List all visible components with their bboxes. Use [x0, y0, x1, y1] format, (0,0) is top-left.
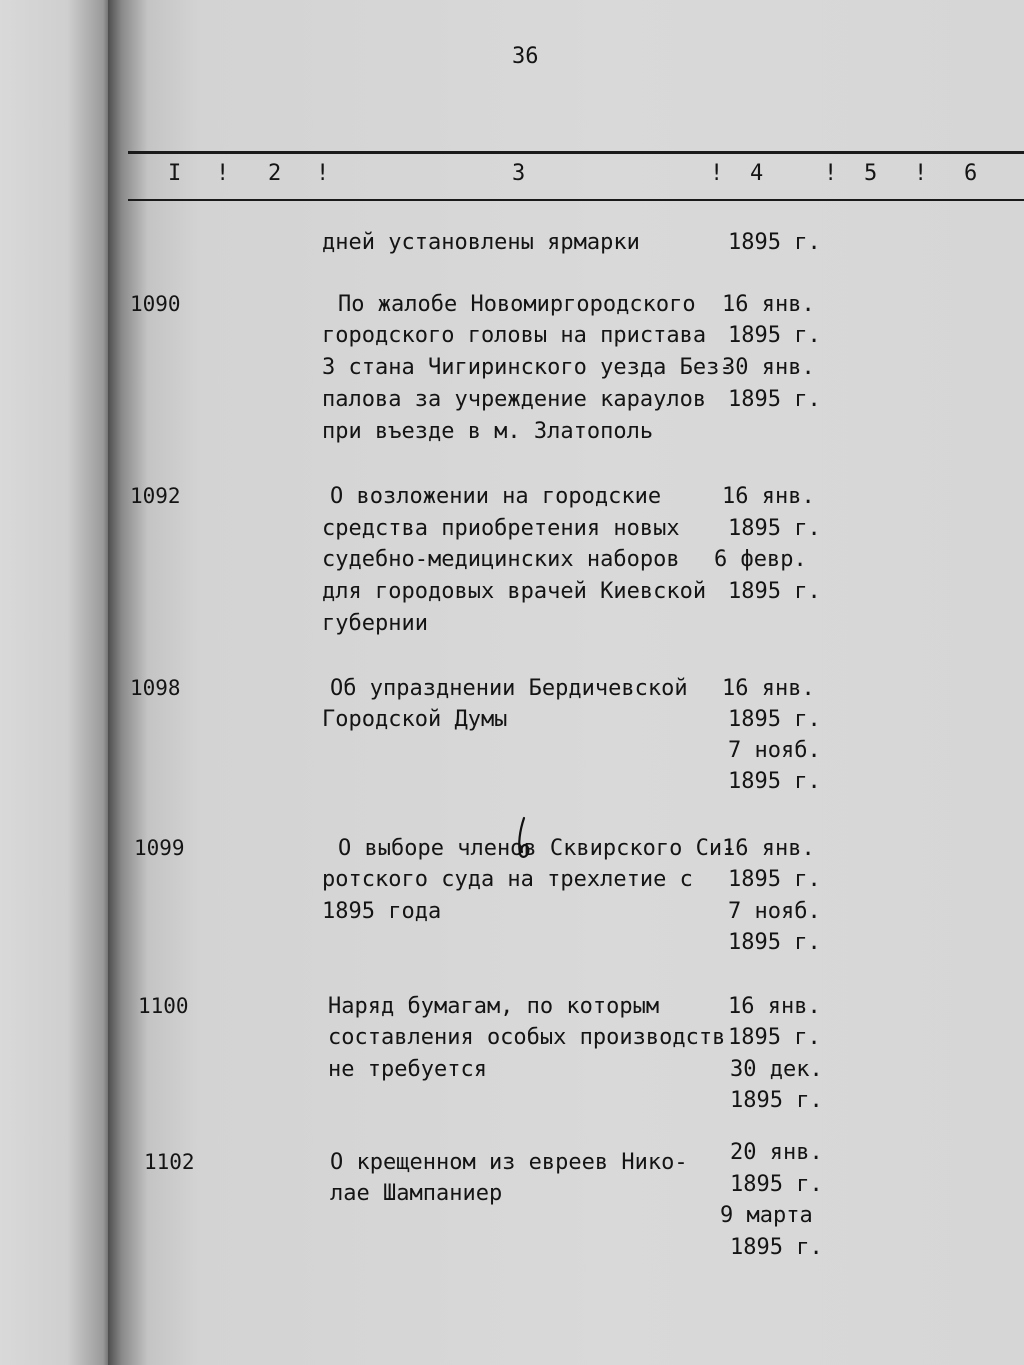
entry-date: 16 янв. — [728, 994, 821, 1019]
column-separator: ! — [710, 161, 724, 186]
entry-number: 1098 — [130, 676, 181, 700]
entry-title-line: 1895 года — [322, 899, 442, 924]
left-page-edge — [0, 0, 112, 1365]
entry-date: 1895 г. — [728, 387, 821, 412]
column-separator: ! — [824, 161, 838, 186]
entry-date: 1895 г. — [728, 323, 821, 348]
page-number: 36 — [512, 44, 539, 69]
entry-date: 20 янв. — [730, 1140, 823, 1165]
entry-date: 1895 г. — [728, 1025, 821, 1050]
entry-number: 1102 — [144, 1150, 195, 1174]
entry-date: 1895 г. — [730, 1172, 823, 1197]
entry-title-line: городского головы на пристава — [322, 323, 707, 348]
entry-date: 1895 г. — [728, 579, 821, 604]
entry-date: 1895 г. — [728, 930, 821, 955]
entry-title-line: не требуется — [328, 1057, 487, 1082]
entry-title-line: судебно-медицинских наборов — [322, 547, 680, 572]
entry-date: 16 янв. — [722, 484, 815, 509]
archive-page — [108, 0, 1024, 1365]
entry-date: 1895 г. — [728, 707, 821, 732]
entry-title-line: ротского суда на трехлетие с — [322, 867, 693, 892]
column-header-4: 4 — [750, 161, 764, 186]
entry-number: 1099 — [134, 836, 185, 860]
entry-title-line: губернии — [322, 611, 428, 636]
entry-title-line: Наряд бумагам, по которым — [328, 994, 660, 1019]
entry-date: 1895 г. — [728, 516, 821, 541]
entry-date: 16 янв. — [722, 292, 815, 317]
entry-number: 1092 — [130, 484, 181, 508]
entry-date: 30 янв. — [722, 355, 815, 380]
entry-date: 6 февр. — [714, 547, 807, 572]
entry-date: 1895 г. — [730, 1088, 823, 1113]
entry-title-line: составления особых производств — [328, 1025, 726, 1050]
entry-date: 9 марта — [720, 1203, 813, 1228]
table-header-bottom-rule — [128, 199, 1024, 201]
entry-title-line: для городовых врачей Киевской — [322, 579, 707, 604]
entry-number: 1100 — [138, 994, 189, 1018]
entry-title-line: дней установлены ярмарки — [322, 230, 640, 255]
entry-title-line: Городской Думы — [322, 707, 508, 732]
entry-title-line: при въезде в м. Златополь — [322, 419, 654, 444]
entry-title-line: Об упразднении Бердичевской — [330, 676, 688, 701]
column-header-6: 6 — [964, 161, 978, 186]
column-header-5: 5 — [864, 161, 878, 186]
entry-date: 16 янв. — [722, 676, 815, 701]
entry-date: 16 янв. — [722, 836, 815, 861]
entry-title-line: средства приобретения новых — [322, 516, 680, 541]
entry-date: 7 нояб. — [728, 738, 821, 763]
column-header-3: 3 — [512, 161, 526, 186]
column-header-1: I — [168, 161, 182, 186]
entry-date: 1895 г. — [728, 867, 821, 892]
entry-title-line: лае Шампаниер — [330, 1181, 503, 1206]
column-separator: ! — [914, 161, 928, 186]
entry-title-line: 3 стана Чигиринского уезда Без- — [322, 355, 733, 380]
table-header-top-rule — [128, 151, 1024, 154]
handwritten-correction-mark — [510, 816, 538, 862]
column-separator: ! — [316, 161, 330, 186]
entry-title-line: О крещенном из евреев Нико- — [330, 1150, 688, 1175]
column-separator: ! — [216, 161, 230, 186]
entry-date: 1895 г. — [728, 230, 821, 255]
entry-title-line: О возложении на городские — [330, 484, 662, 509]
entry-title-line: палова за учреждение караулов — [322, 387, 707, 412]
column-header-2: 2 — [268, 161, 282, 186]
entry-date: 1895 г. — [728, 769, 821, 794]
entry-date: 30 дек. — [730, 1057, 823, 1082]
entry-number: 1090 — [130, 292, 181, 316]
entry-date: 7 нояб. — [728, 899, 821, 924]
entry-title-line: По жалобе Новомиргородского — [338, 292, 696, 317]
entry-title-line: О выборе членов Сквирского Си- — [338, 836, 736, 861]
entry-date: 1895 г. — [730, 1235, 823, 1260]
